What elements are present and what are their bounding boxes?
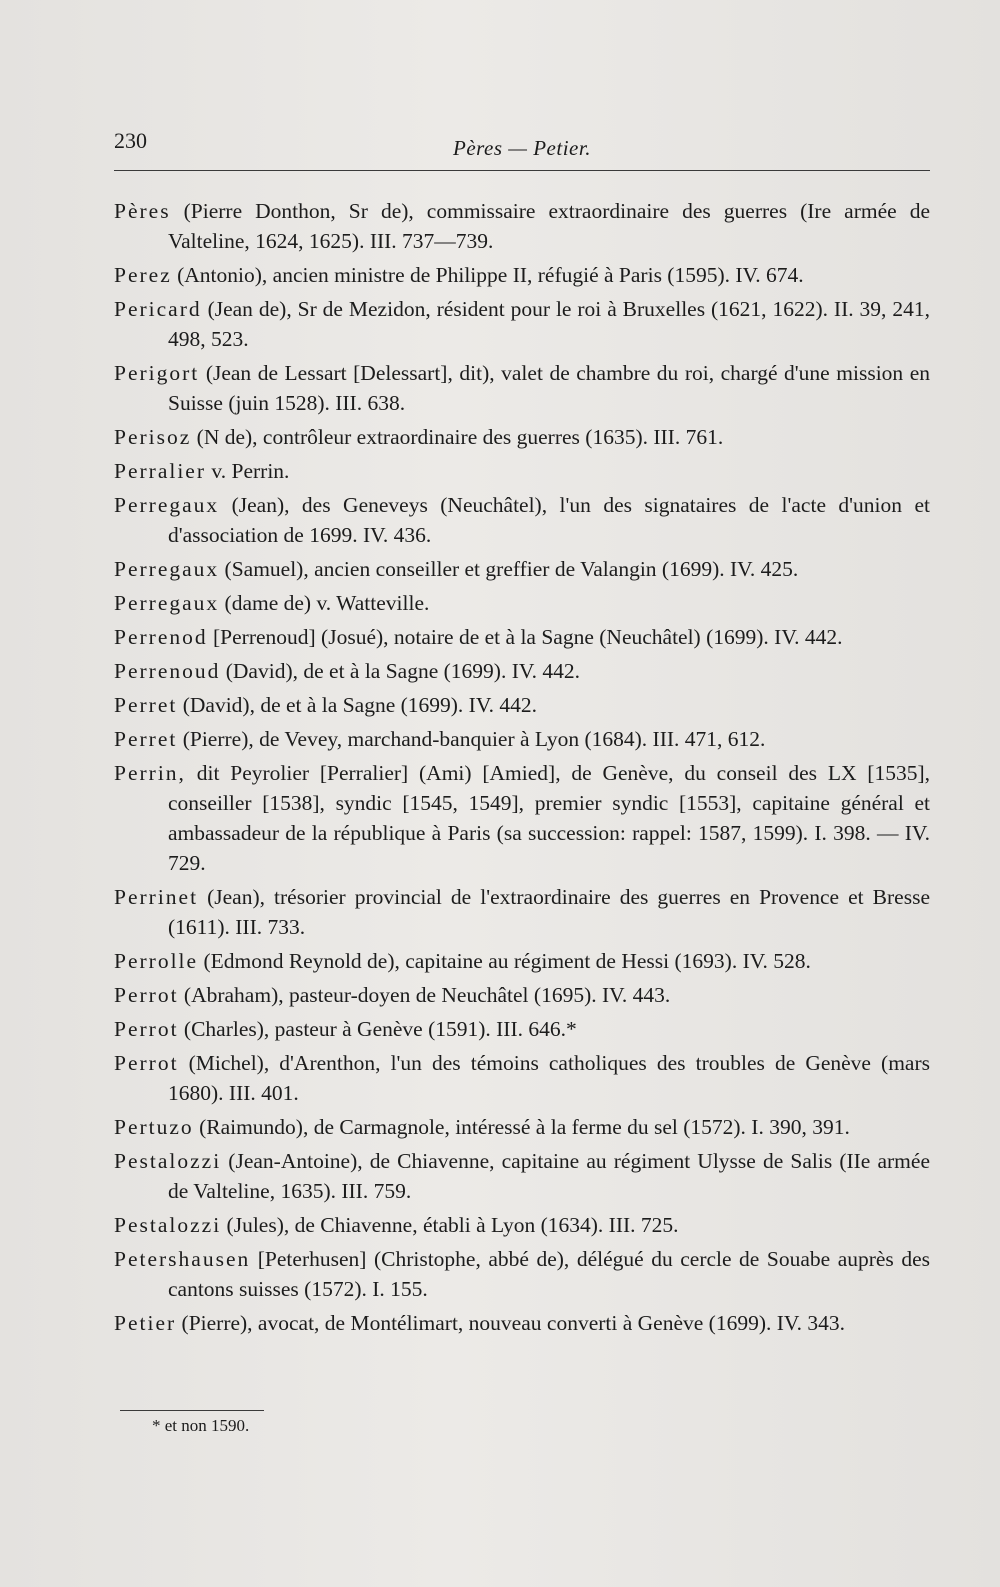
index-entry [114,724,930,754]
entry-text: (N de), contrôleur extraordinaire des guerres (1635). III. 761. [191,425,724,449]
entry-name: Pères [114,199,171,223]
entry-text: (Jean), trésorier provincial de l'extraordinaire des guerres en Provence et Bresse (1611). III. 733. [168,885,930,939]
entry-name: Pericard [114,297,202,321]
entry-name: Perez [114,263,172,287]
entry-text: (Jean), des Geneveys (Neuchâtel), l'un des signataires de l'acte d'union et d'association de 1699. IV. 436. [168,493,930,547]
entry-text: v. Perrin. [206,459,290,483]
entry-name: Perrolle [114,949,199,973]
index-entry [114,422,930,452]
entry-text: (Jules), de Chiavenne, établi à Lyon (1634). III. 725. [221,1213,679,1237]
entry-name: Petershausen [114,1247,251,1271]
entry-name: Perralier [114,459,207,483]
index-entry [114,946,930,976]
entry-text: (Pierre), avocat, de Montélimart, nouveau converti à Genève (1699). IV. 343. [176,1311,846,1335]
index-entry [114,554,930,584]
entry-text: (Jean-Antoine), de Chiavenne, capitaine au régiment Ulysse de Salis (IIe armée de Valteline, 1635). III. 759. [168,1149,930,1203]
entry-name: Perrot [114,1051,179,1075]
entry-text: (Charles), pasteur à Genève (1591). III. 646.* [178,1017,577,1041]
index-entry [114,980,930,1010]
index-entry [114,758,930,878]
entry-name: Perrinet [114,885,199,909]
entry-text: (David), de et à la Sagne (1699). IV. 442. [220,659,581,683]
index-entry [114,490,930,550]
entry-name: Petier [114,1311,177,1335]
index-entry [114,260,930,290]
entry-text: (Michel), d'Arenthon, l'un des témoins catholiques des troubles de Genève (mars 1680). III. 401. [168,1051,930,1105]
index-entry [114,1210,930,1240]
entry-name: Perrenod [114,625,208,649]
index-entry [114,1048,930,1108]
entry-text: (Jean de Lessart [Delessart], dit), valet de chambre du roi, chargé d'une mission en Suisse (juin 1528). III. 638. [168,361,930,415]
index-entry [114,588,930,618]
index-entry [114,1308,930,1338]
entry-text: (Pierre Donthon, Sr de), commissaire extraordinaire des guerres (Ire armée de Valteline, 1624, 1625). III. 737—739. [168,199,930,253]
index-entry [114,622,930,652]
entry-name: Perret [114,693,178,717]
entry-text: (dame de) v. Watteville. [219,591,430,615]
entry-text: (David), de et à la Sagne (1699). IV. 442. [177,693,537,717]
index-entry [114,196,930,256]
index-entries [114,196,930,1342]
entry-name: Pertuzo [114,1115,194,1139]
index-entry [114,358,930,418]
entry-text: (Raimundo), de Carmagnole, intéressé à la ferme du sel (1572). I. 390, 391. [193,1115,850,1139]
index-entry [114,456,930,486]
entry-name: Perrot [114,1017,179,1041]
index-entry [114,1014,930,1044]
entry-name: Perregaux [114,493,220,517]
entry-name: Perrot [114,983,179,1007]
entry-name: Perrenoud [114,659,221,683]
page-header [114,128,930,172]
index-entry [114,882,930,942]
entry-text: (Pierre), de Vevey, marchand-banquier à Lyon (1684). III. 471, 612. [177,727,766,751]
entry-name: Perisoz [114,425,192,449]
index-entry [114,1112,930,1142]
entry-name: Perregaux [114,557,220,581]
entry-text: (Abraham), pasteur-doyen de Neuchâtel (1695). IV. 443. [178,983,671,1007]
index-entry [114,690,930,720]
index-entry [114,1146,930,1206]
running-title: Pères — Petier. [453,136,591,160]
entry-text: [Perrenoud] (Josué), notaire de et à la Sagne (Neuchâtel) (1699). IV. 442. [207,625,843,649]
entry-name: Perigort [114,361,200,385]
index-entry [114,1244,930,1304]
entry-text: (Samuel), ancien conseiller et greffier de Valangin (1699). IV. 425. [219,557,799,581]
page-number: 230 [114,128,147,153]
header-rule [114,170,930,171]
entry-text: (Antonio), ancien ministre de Philippe II, réfugié à Paris (1595). IV. 674. [171,263,804,287]
entry-text: (Jean de), Sr de Mezidon, résident pour le roi à Bruxelles (1621, 1622). II. 39, 241, 498, 523. [168,297,930,351]
entry-name: Perrin, [114,761,186,785]
footnote: * et non 1590. [152,1416,250,1435]
index-entry [114,294,930,354]
entry-text: [Peterhusen] (Christophe, abbé de), délégué du cercle de Souabe auprès des cantons suisses (1572). I. 155. [168,1247,930,1301]
entry-name: Pestalozzi [114,1213,222,1237]
entry-name: Perregaux [114,591,220,615]
entry-text: dit Peyrolier [Perralier] (Ami) [Amied], de Genève, du conseil des LX [1535], conseiller [1538], syndic [1545, 1549], premier syndic [1553], capitaine général et ambassadeur de la république à Paris (sa succession: rappel: 1587, 1599). I. 398. — IV. 729. [168,761,930,875]
index-entry [114,656,930,686]
footnote-rule [120,1410,264,1411]
entry-text: (Edmond Reynold de), capitaine au régiment de Hessi (1693). IV. 528. [198,949,811,973]
entry-name: Pestalozzi [114,1149,222,1173]
entry-name: Perret [114,727,178,751]
